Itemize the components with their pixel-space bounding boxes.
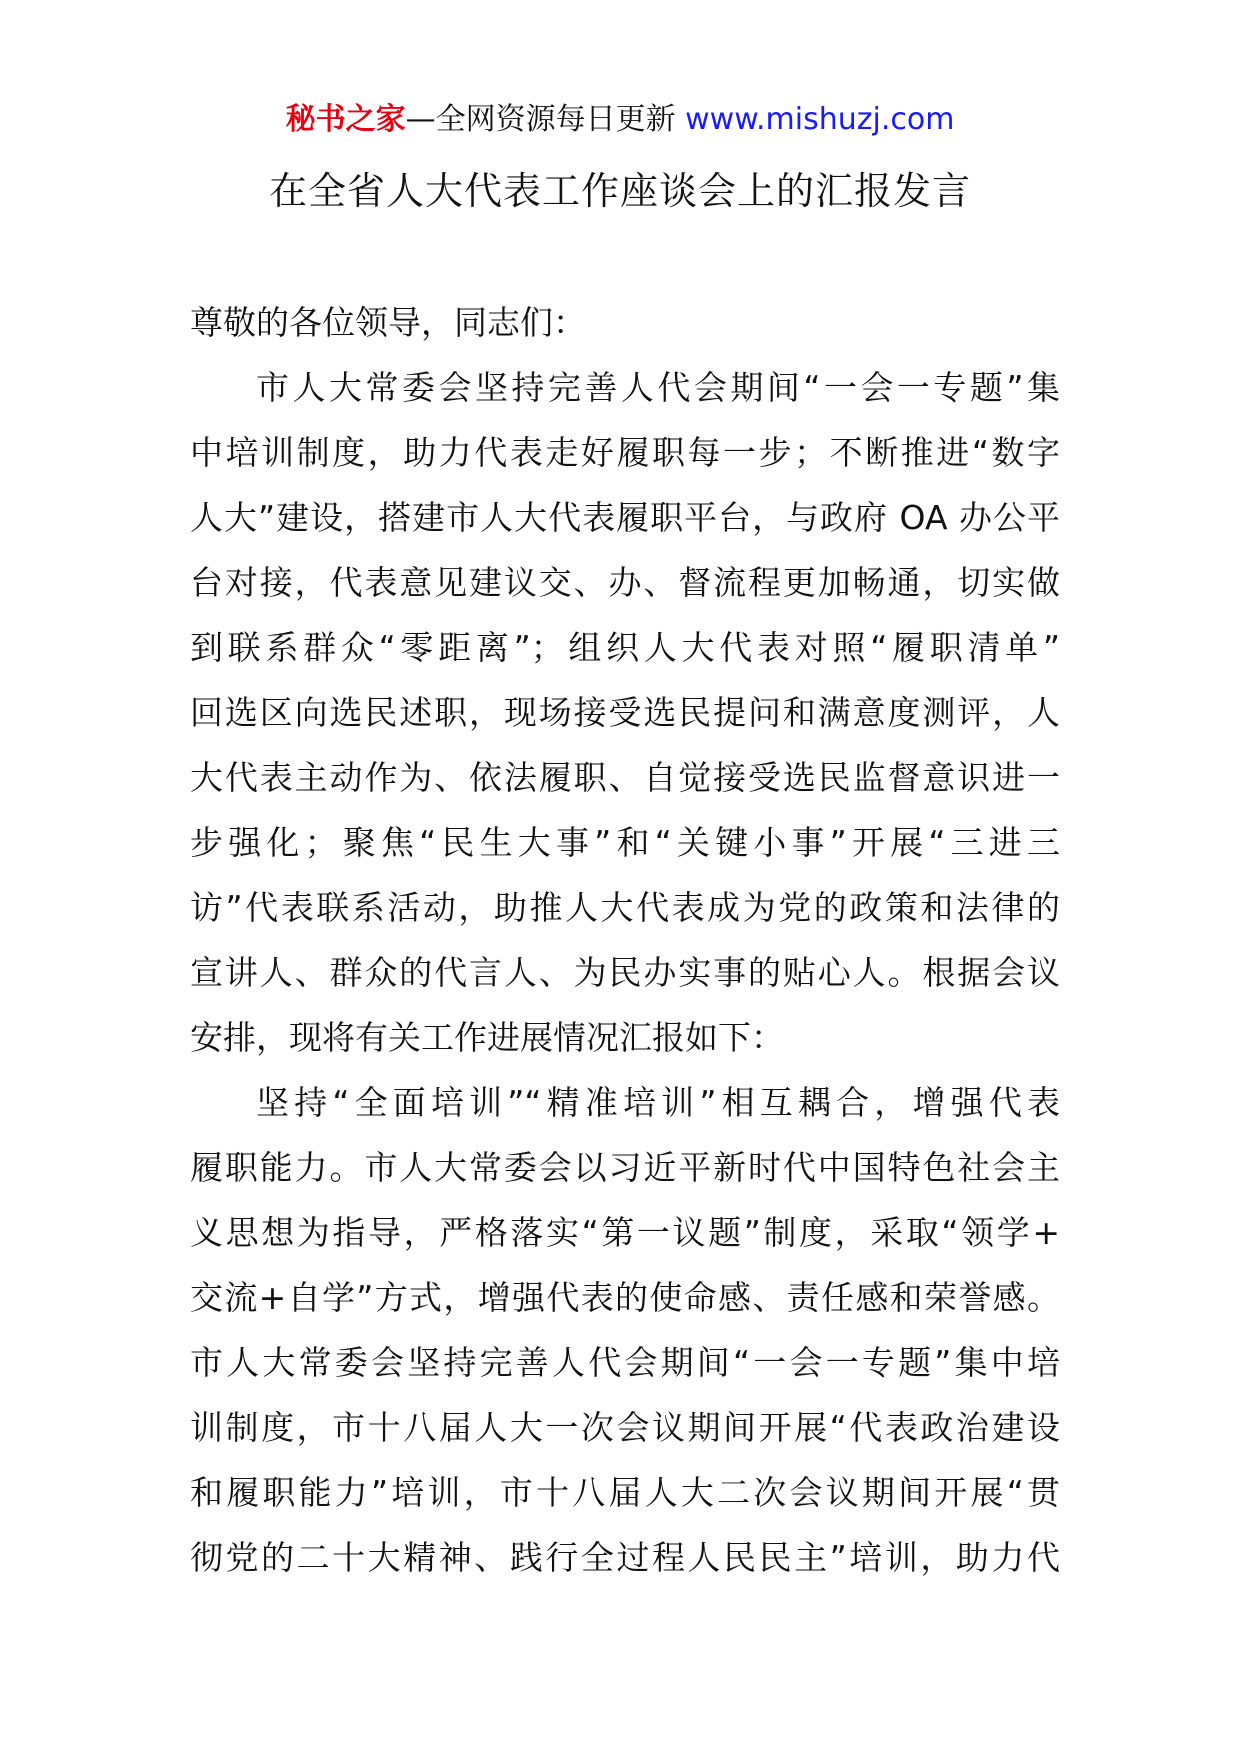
paragraph-line: 访”代表联系活动，助推人大代表成为党的政策和法律的 bbox=[190, 888, 1060, 927]
brand-name: 秘书之家 bbox=[285, 102, 406, 137]
document-body bbox=[190, 290, 1060, 1590]
paragraph-line: 义思想为指导，严格落实“第一议题”制度，采取“领学+ bbox=[190, 1213, 1060, 1252]
paragraph-line: 坚持“全面培训”“精准培训”相互耦合，增强代表 bbox=[256, 1083, 1060, 1122]
paragraph-line: 安排，现将有关工作进展情况汇报如下： bbox=[190, 1018, 784, 1057]
paragraph-line: 回选区向选民述职，现场接受选民提问和满意度测评，人 bbox=[190, 693, 1060, 732]
paragraph-line: 台对接，代表意见建议交、办、督流程更加畅通，切实做 bbox=[190, 563, 1060, 602]
paragraph-line: 到联系群众“零距离”；组织人大代表对照“履职清单” bbox=[190, 628, 1060, 667]
site-header bbox=[0, 100, 1240, 140]
paragraph-line: 人大”建设，搭建市人大代表履职平台，与政府 OA 办公平 bbox=[190, 498, 1060, 537]
paragraph-line: 大代表主动作为、依法履职、自觉接受选民监督意识进一 bbox=[190, 758, 1060, 797]
document-title: 在全省人大代表工作座谈会上的汇报发言 bbox=[268, 169, 971, 213]
paragraph-line: 和履职能力”培训，市十八届人大二次会议期间开展“贯 bbox=[190, 1473, 1060, 1512]
paragraph-line: 市人大常委会坚持完善人代会期间“一会一专题”集中培 bbox=[190, 1343, 1060, 1382]
paragraph-line: 中培训制度，助力代表走好履职每一步；不断推进“数字 bbox=[190, 433, 1060, 472]
site-url-link[interactable]: www.mishuzj.com bbox=[685, 102, 955, 137]
paragraph-line: 履职能力。市人大常委会以习近平新时代中国特色社会主 bbox=[190, 1148, 1060, 1187]
salutation: 尊敬的各位领导，同志们： bbox=[190, 303, 586, 342]
paragraph-line: 市人大常委会坚持完善人代会期间“一会一专题”集 bbox=[256, 368, 1060, 407]
paragraph-line: 交流+自学”方式，增强代表的使命感、责任感和荣誉感。 bbox=[190, 1278, 1060, 1317]
paragraph-line: 步强化；聚焦“民生大事”和“关键小事”开展“三进三 bbox=[190, 823, 1060, 862]
paragraph-line: 训制度，市十八届人大一次会议期间开展“代表政治建设 bbox=[190, 1408, 1060, 1447]
header-tagline: —全网资源每日更新 bbox=[405, 102, 686, 137]
paragraph-line: 宣讲人、群众的代言人、为民办实事的贴心人。根据会议 bbox=[190, 953, 1060, 992]
paragraph-line: 彻党的二十大精神、践行全过程人民民主”培训，助力代 bbox=[190, 1538, 1060, 1577]
